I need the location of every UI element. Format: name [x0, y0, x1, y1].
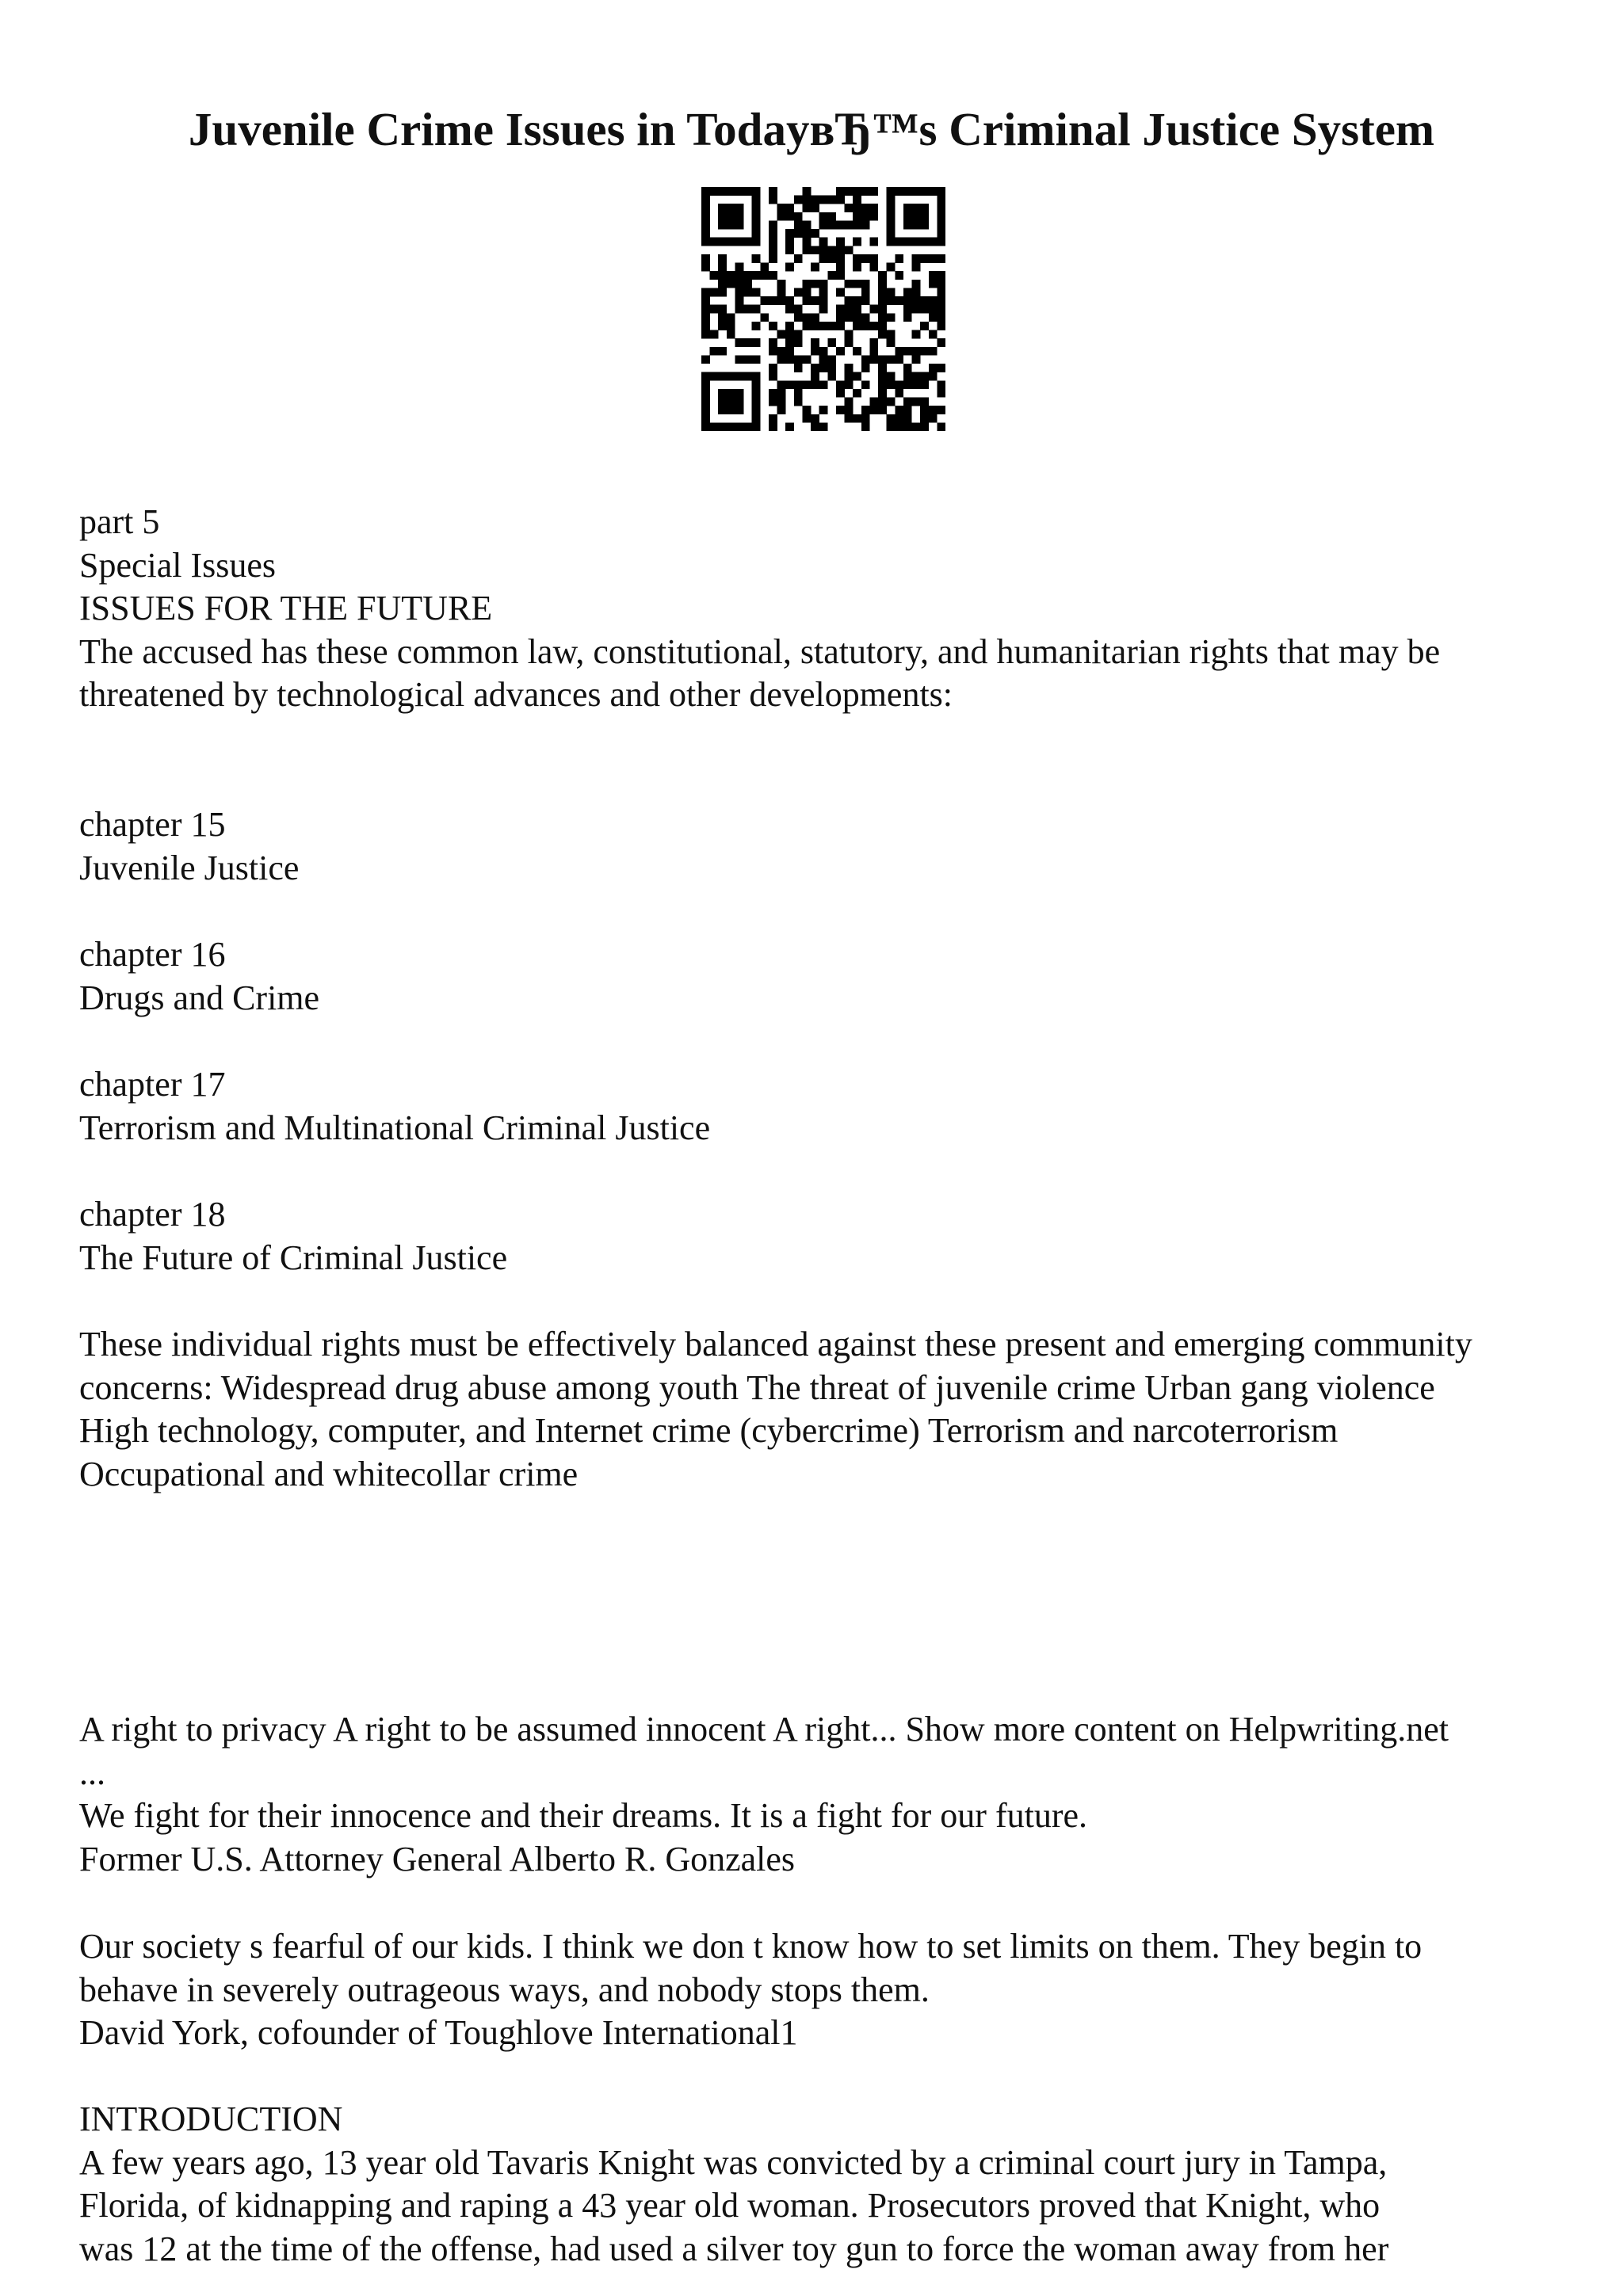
paragraph-line: High technology, computer, and Internet crime (cybercrime) Terrorism and narcoterrorism [79, 1411, 1338, 1450]
paragraph-line: A few years ago, 13 year old Tavaris Knight was convicted by a criminal court jury in Tampa, [79, 2142, 1388, 2182]
quote-block [79, 1925, 1569, 2055]
introduction-section [79, 2098, 1569, 2271]
epigraph-quote: behave in severely outrageous ways, and nobody stops them. [79, 1970, 930, 2009]
epigraph-quote: Our society s fearful of our kids. I think we don t know how to set limits on them. They begin to [79, 1927, 1423, 1966]
chapter-title: Terrorism and Multinational Criminal Justice [79, 1108, 711, 1147]
chapter-15 [79, 803, 1569, 890]
epigraph-attribution: Former U.S. Attorney General Alberto R. Gonzales [79, 1839, 796, 1878]
chapter-number: chapter 16 [79, 935, 226, 974]
paragraph-line: concerns: Widespread drug abuse among youth The threat of juvenile crime Urban gang violence [79, 1367, 1435, 1407]
rights-paragraph [79, 1708, 1569, 1881]
part-title: Special Issues [79, 545, 277, 585]
paragraph-line: The accused has these common law, constitutional, statutory, and humanitarian rights that may be [79, 631, 1441, 671]
page-title: Juvenile Crime Issues in TodayвЂ™s Criminal Justice System [188, 103, 1435, 155]
qr-code-icon [701, 187, 945, 431]
paragraph-line: A right to privacy A right to be assumed innocent A right... Show more content on Helpwriting.net [79, 1710, 1449, 1749]
part-label: part 5 [79, 502, 160, 541]
chapter-number: chapter 17 [79, 1065, 226, 1104]
chapter-title: The Future of Criminal Justice [79, 1238, 508, 1277]
paragraph-line: These individual rights must be effectively balanced against these present and emerging community [79, 1325, 1472, 1363]
intro-block [79, 501, 1569, 717]
concerns-paragraph [79, 1323, 1569, 1496]
chapter-16 [79, 933, 1569, 1020]
chapter-title: Drugs and Crime [79, 978, 320, 1017]
ellipsis: ... [79, 1753, 105, 1792]
chapter-number: chapter 15 [79, 805, 226, 844]
chapter-17 [79, 1063, 1569, 1150]
chapter-title: Juvenile Justice [79, 848, 300, 887]
chapter-18 [79, 1193, 1569, 1280]
paragraph-line: threatened by technological advances and other developments: [79, 675, 953, 714]
paragraph-line: Florida, of kidnapping and raping a 43 year old woman. Prosecutors proved that Knight, who [79, 2186, 1381, 2225]
paragraph-line: was 12 at the time of the offense, had used a silver toy gun to force the woman away from her [79, 2229, 1389, 2268]
paragraph-line: Occupational and whitecollar crime [79, 1454, 579, 1493]
epigraph-attribution: David York, cofounder of Toughlove International1 [79, 2013, 798, 2052]
chapter-number: chapter 18 [79, 1195, 226, 1234]
epigraph-quote: We fight for their innocence and their dreams. It is a fight for our future. [79, 1796, 1088, 1835]
section-heading: INTRODUCTION [79, 2100, 343, 2138]
section-heading: ISSUES FOR THE FUTURE [79, 589, 493, 627]
